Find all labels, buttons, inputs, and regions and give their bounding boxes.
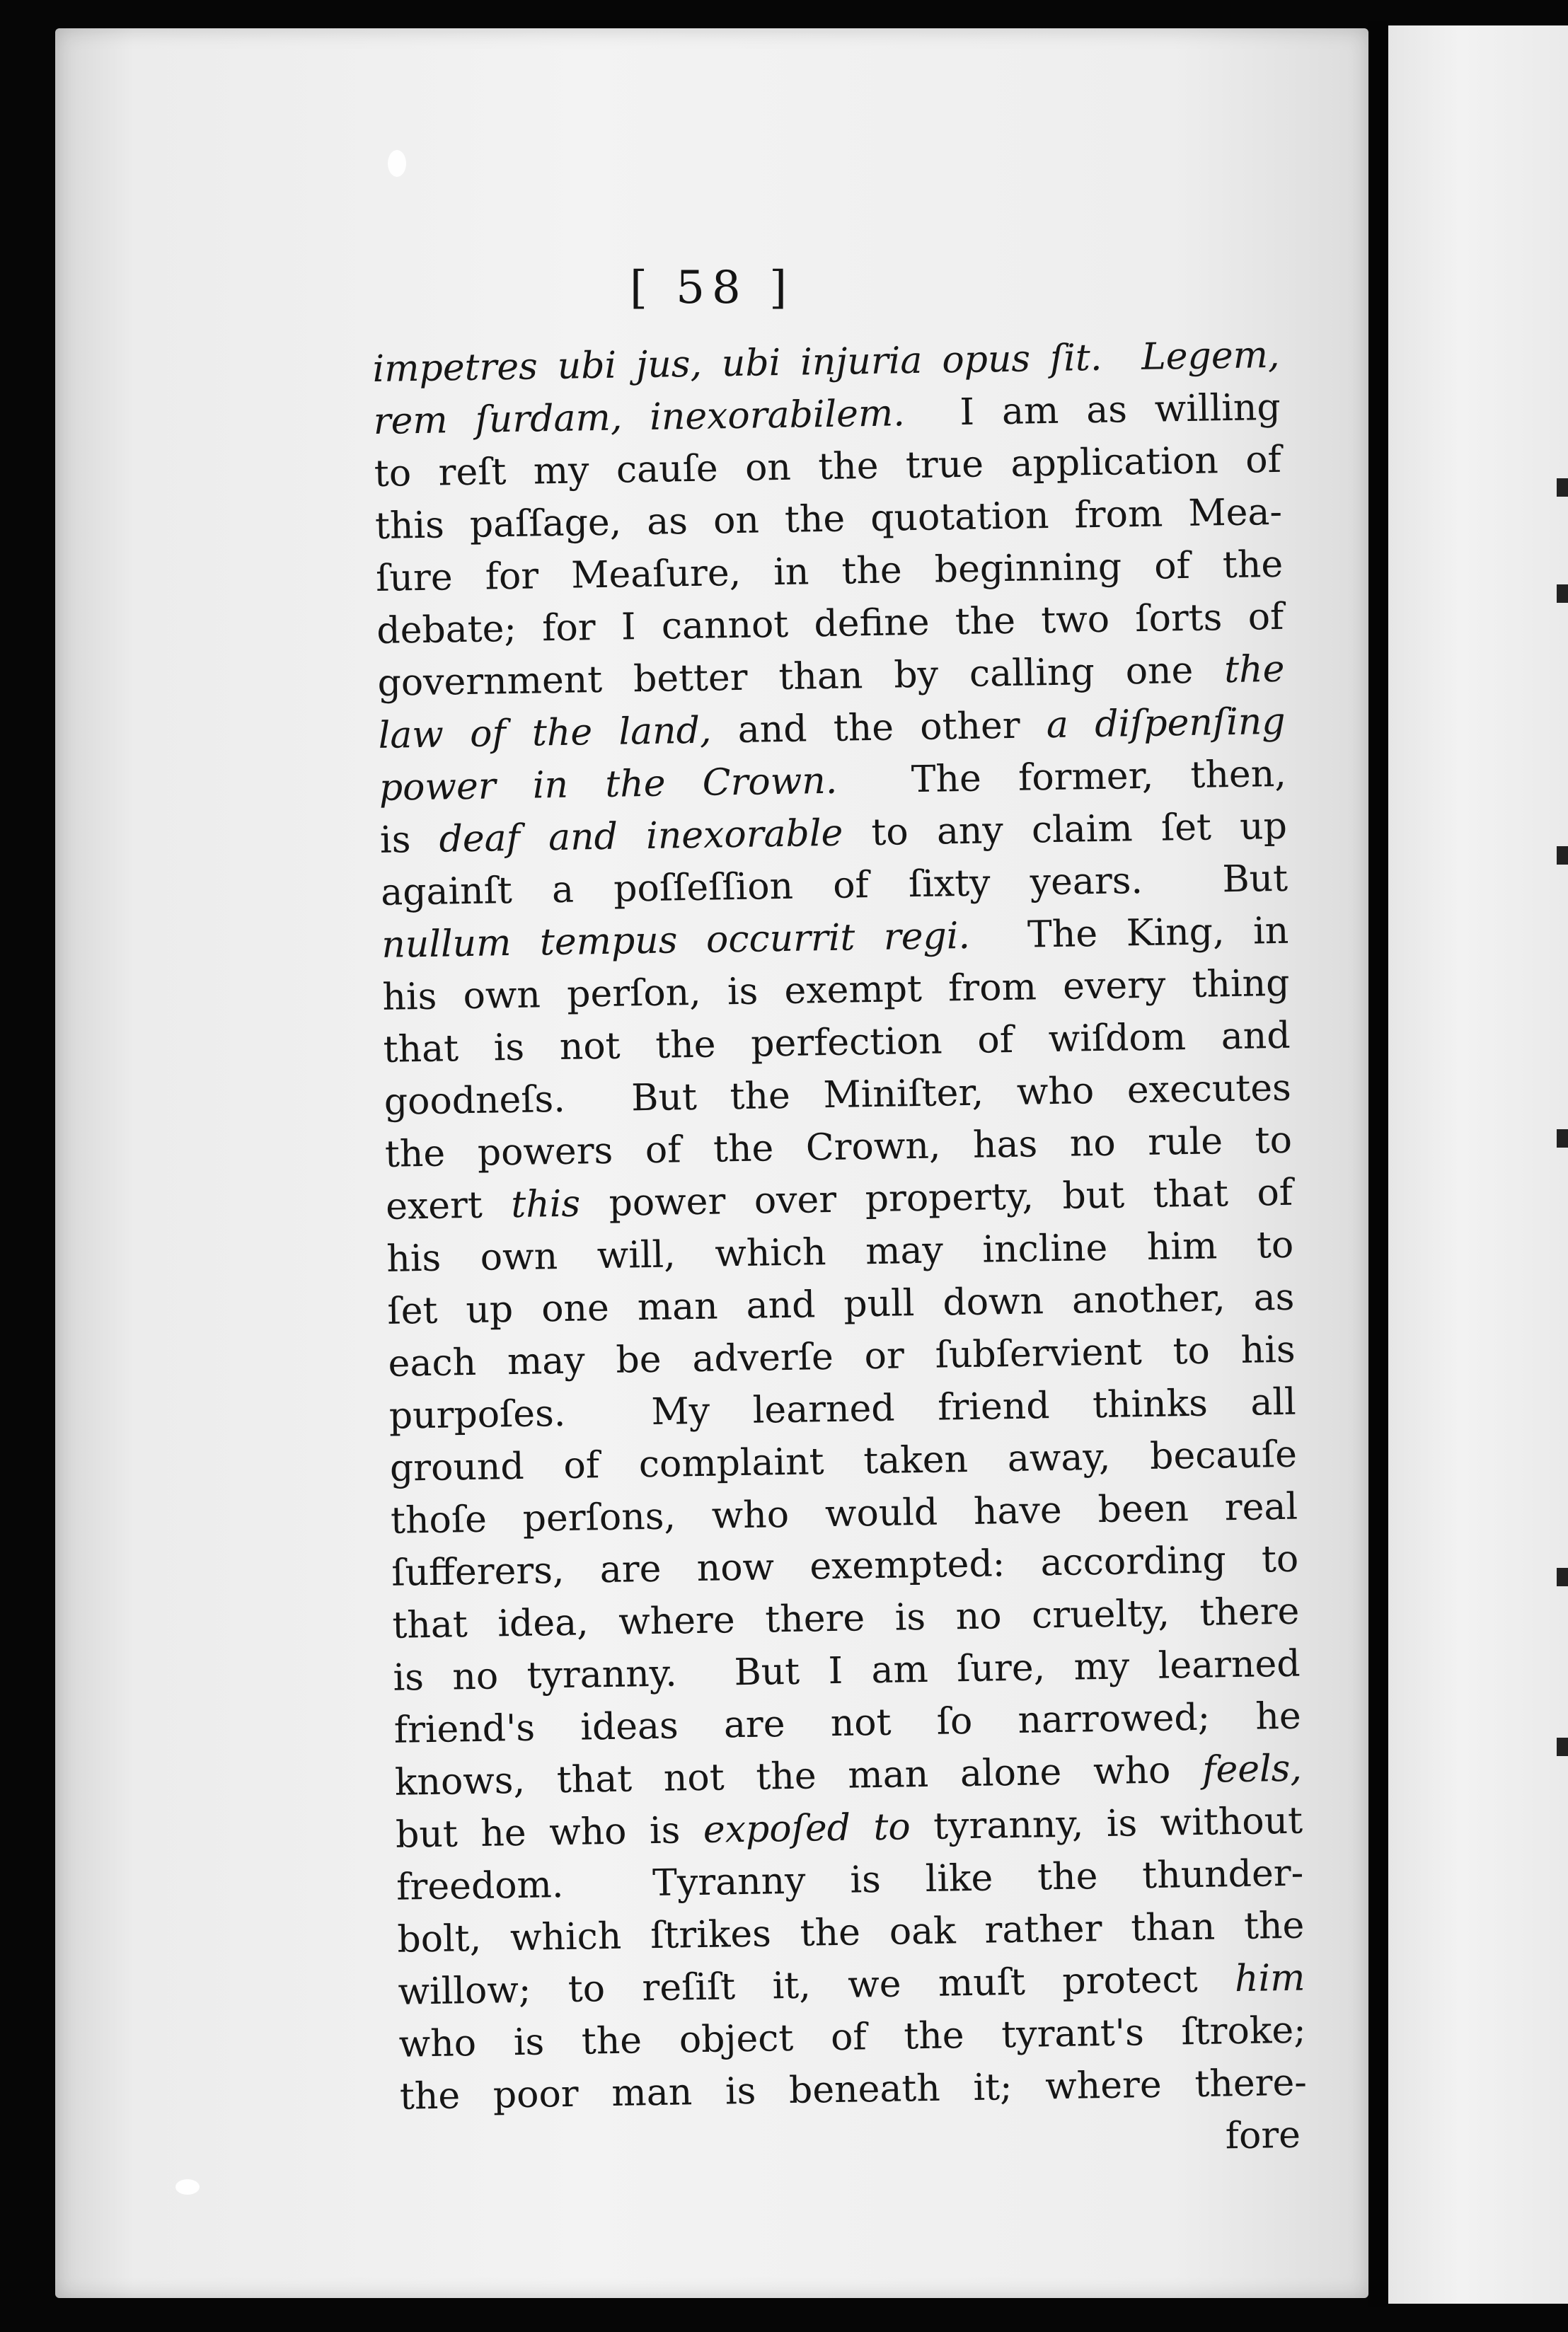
roman-text: his own perſon, is exempt from every thing (382, 962, 1290, 1019)
roman-text: is no tyranny. But I am ſure, my learned (393, 1642, 1301, 1699)
roman-text: goodneſs. But the Miniſter, who executes (384, 1066, 1292, 1124)
roman-text: purpoſes. My learned friend thinks all (388, 1380, 1297, 1438)
facing-page-edge (1388, 25, 1568, 2304)
italic-text: nullum tempus occurrit regi. (381, 914, 971, 966)
roman-text: that is not the perfection of wiſdom and (383, 1014, 1291, 1071)
roman-text: thoſe perſons, who would have been real (390, 1485, 1298, 1542)
facing-page-ink (1557, 1568, 1568, 1586)
facing-page-ink (1557, 1738, 1568, 1756)
paper-speck (388, 150, 406, 177)
paper-speck (175, 2179, 200, 2195)
body-text (372, 329, 1308, 2176)
roman-text: debate; for I cannot define the two ſorts of (376, 595, 1284, 652)
roman-text: that idea, where there is no cruelty, there (392, 1590, 1300, 1647)
catchword: fore (1225, 2113, 1301, 2158)
roman-text: power over property, but that of (580, 1171, 1293, 1225)
italic-text: a diſpenſing (1046, 700, 1286, 747)
roman-text: to any claim ſet up (842, 804, 1288, 855)
book-page (55, 28, 1368, 2298)
roman-text: ſure for Meaſure, in the beginning of the (375, 543, 1284, 600)
roman-text: is (379, 818, 440, 862)
italic-text: feels, (1201, 1747, 1303, 1791)
facing-page-ink (1557, 584, 1568, 603)
roman-text: The former, then, (836, 752, 1287, 802)
facing-page-ink (1557, 478, 1568, 497)
roman-text: willow; to reſiſt it, we muſt protect (398, 1958, 1235, 2014)
roman-text: tyranny, is without (910, 1799, 1303, 1849)
roman-text: his own will, which may incline him to (386, 1223, 1294, 1281)
italic-text: rem ſurdam, inexorabilem. (373, 392, 906, 443)
roman-text: bolt, which ſtrikes the oak rather than the (396, 1904, 1305, 1961)
roman-text: I am as willing (904, 386, 1281, 435)
italic-text: power in the Crown. (379, 759, 838, 809)
roman-text: this paſſage, as on the quotation from Mea- (374, 490, 1283, 548)
italic-text: deaf and inexorable (439, 812, 843, 861)
roman-text: againſt a poſſeſſion of ſixty years. But (380, 857, 1289, 914)
italic-text: expoſed to (703, 1806, 911, 1852)
facing-page-ink (1557, 846, 1568, 865)
roman-text: and the other (710, 704, 1047, 752)
roman-text: The King, in (969, 909, 1289, 957)
italic-text: impetres ubi jus, ubi injuria opus ſit. Legem, (372, 333, 1280, 391)
roman-text: government better than by calling one (377, 649, 1225, 705)
page-number-header: [ 58 ] (629, 262, 795, 314)
italic-text: this (510, 1182, 581, 1227)
roman-text: freedom. Tyranny is like the thunder- (396, 1852, 1304, 1909)
roman-text: ſufferers, are now exempted: according to (391, 1537, 1299, 1595)
roman-text: but he who is (395, 1808, 704, 1857)
book-gutter (1368, 21, 1387, 2307)
roman-text: exert (385, 1184, 512, 1228)
roman-text: ground of complaint taken away, becauſe (389, 1433, 1298, 1490)
roman-text: to reſt my cauſe on the true application of (374, 438, 1282, 495)
italic-text: law of the land, (378, 709, 712, 757)
italic-text: the (1223, 647, 1285, 692)
roman-text: knows, that not the man alone who (394, 1748, 1203, 1804)
roman-text: ſet up one man and pull down another, as (387, 1276, 1295, 1333)
facing-page-ink (1557, 1129, 1568, 1148)
roman-text: the poor man is beneath it; where there- (399, 2061, 1308, 2118)
roman-text: who is the object of the tyrant's ſtroke; (398, 2009, 1307, 2066)
roman-text: the powers of the Crown, has no rule to (384, 1119, 1293, 1176)
italic-text: him (1234, 1956, 1305, 2001)
roman-text: friend's ideas are not ſo narrowed; he (393, 1695, 1302, 1752)
roman-text: each may be adverſe or ſubſervient to his (388, 1328, 1296, 1385)
